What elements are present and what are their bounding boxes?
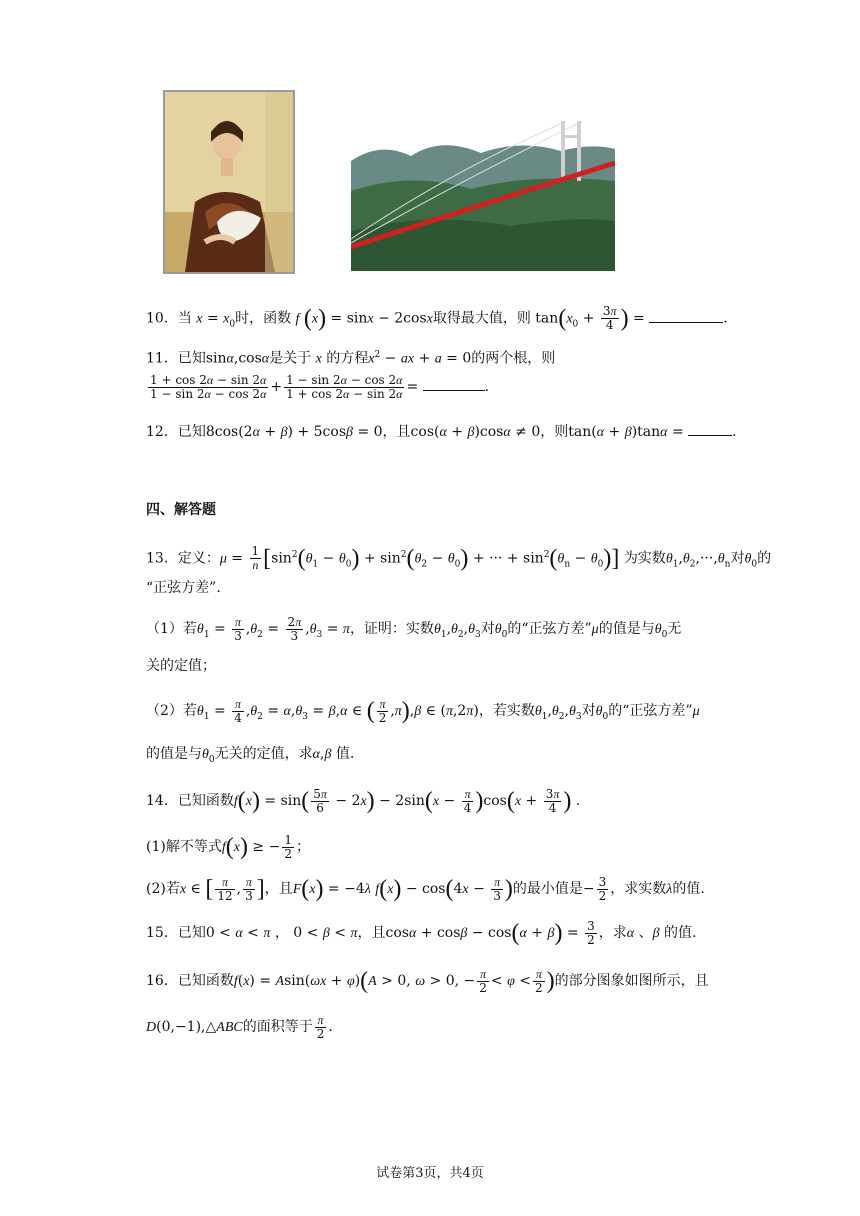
question-13-part1: （1）若$\theta_1$ = $\frac{\pi}{3}$ $,\theta_2$ = $\frac{2\pi}{3}$ $,\theta_3 = \pi$，证明：实数$\theta_1,\theta_2,\theta_3$对$\theta_0$的“正弦方差”μ的值是与$\theta_0$无 [146,614,682,643]
question-11: 11．已知sinα,cosα是关于 x 的方程$x^2$ − ax + a = 0的两个根，则 [146,350,556,367]
question-number: 10． [146,310,178,327]
question-16-line2: D(0,−1),△ABC的面积等于 $\frac{\pi}{2}$ . [146,1012,333,1041]
question-13: 13．定义：μ = $\frac{1}{n}$ [$\sin^2(\theta_1 - \theta_0) + \sin^2(\theta_2 - \theta_0)$ + ··· + $\sin^2(\theta_n - \theta_0)$] 为实数$\theta_1,\theta_2,\cdot\cdot\cdot,\theta_n$对$\theta_0$的 [146,544,772,573]
answer-blank[interactable] [423,390,485,391]
question-15: 15．已知0 < α < π ， 0 < β < π，且cosα + cosβ − cos(α + β) = $\frac{3}{2}$ ，求α 、β 的值. [146,918,697,947]
question-10: 10．当 $x = x_0$时，函数 f (x) = sinx − 2cosx取得最大值，则 $\tan(x_0$ + $\frac{3\pi}{4}$ ) = . [146,304,728,332]
question-16: 16．已知函数f(x) = Asin(ωx + φ)(A > 0, ω > 0, − $\frac{\pi}{2}$ < φ < $\frac{\pi}{2}$ )的部分图象如图所示，且 [146,966,709,995]
answer-blank[interactable] [688,435,732,436]
bridge-image [351,101,615,271]
question-11-expression: $\frac{1 + \cos 2\alpha - \sin 2\alpha}{1 - \sin 2\alpha - \cos 2\alpha}$ + $\frac{1 - \sin 2\alpha - \cos 2\alpha}{1 + \cos 2\alpha - \sin 2\alpha}$ = . [150,372,490,401]
question-14-part2: (2)若x ∈ [ $\frac{\pi}{12}$ , $\frac{\pi}{3}$ ]，且F(x) = −4λ f(x) − cos(4x − $\frac{\pi}{3}$ )的最小值是− $\frac{3}{2}$ ，求实数λ的值. [146,874,705,903]
question-number: 11． [146,350,178,367]
question-13-part2: （2）若$\theta_1$ = $\frac{\pi}{4}$ $,\theta_2 = \alpha,\theta_3 = \beta,\alpha$ ∈ ( $\frac{\pi}{2}$ ,π),β ∈ (π,2π)，若实数$\theta_1,\theta_2,\theta_3$对$\theta_0$的“正弦方差”μ [146,696,700,725]
question-14-part1: (1)解不等式f(x) ≥ − $\frac{1}{2}$ ； [146,832,310,861]
question-number: 15． [146,925,178,941]
question-number: 13． [146,550,178,567]
question-13-part2-line2: 的值是与$\theta_0$无关的定值，求α,β 值. [146,746,355,765]
answer-blank[interactable] [649,322,723,323]
question-13-line2: “正弦方差”. [146,580,221,596]
portrait-image [163,90,295,274]
question-number: 14． [146,793,178,809]
question-14: 14．已知函数f(x) = sin( $\frac{5\pi}{6}$ − 2x) − 2sin(x − $\frac{\pi}{4}$ )cos(x + $\frac{3\pi}{4}$ ) . [146,786,581,815]
section-heading: 四、解答题 [146,502,216,518]
question-13-part1-line2: 关的定值； [146,658,216,674]
question-number: 12． [146,424,178,440]
question-12: 12．已知8cos(2α + β) + 5cosβ = 0，且cos(α + β)cosα ≠ 0，则tan(α + β)tanα = . [146,424,737,440]
portrait-drawing [165,92,293,272]
bridge-drawing [351,101,615,271]
page-footer: 试卷第3页，共4页 [376,1166,484,1181]
question-number: 16． [146,973,178,989]
